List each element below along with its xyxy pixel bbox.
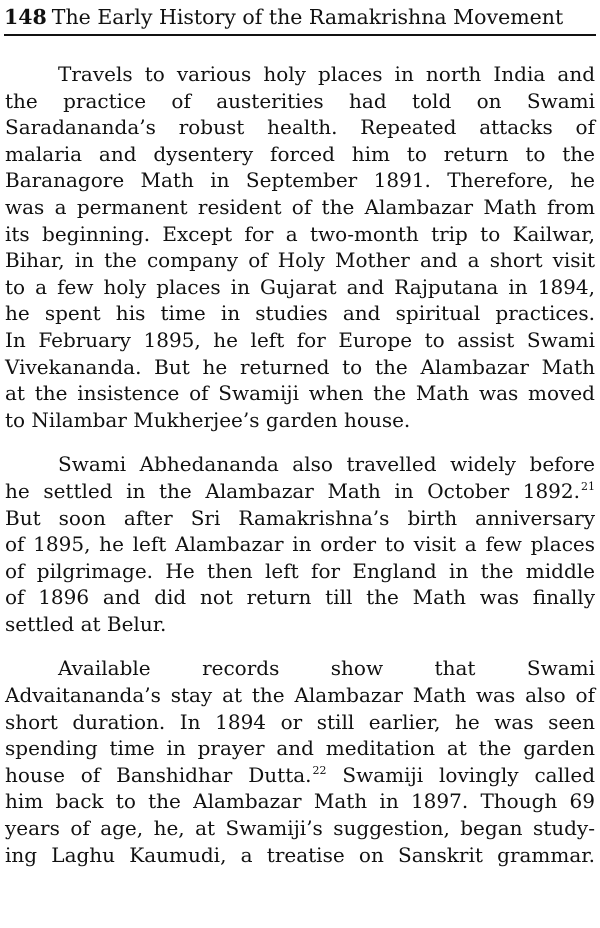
text-line: Saradananda’s robust health. Repeated attacks of [5, 115, 595, 140]
text-line: Baranagore Math in September 1891. Therefore, he [5, 168, 595, 193]
text-line: its beginning. Except for a two-month trip to Kailwar, [5, 221, 595, 246]
text-line: to Nilambar Mukherjee’s garden house. [5, 407, 411, 432]
text-line: Bihar, in the company of Holy Mother and a short visit [5, 248, 595, 273]
text-line: ing Laghu Kaumudi, a treatise on Sanskrit grammar. [5, 842, 595, 867]
text-line: malaria and dysentery forced him to return to the [5, 141, 595, 166]
text-line: Vivekananda. But he returned to the Alambazar Math [5, 354, 595, 379]
text-line: of pilgrimage. He then left for England in the middle [5, 558, 595, 583]
text-line: Advaitananda’s stay at the Alambazar Math was also of [5, 683, 595, 708]
text-line: Available records show that Swami [58, 656, 595, 681]
running-head [4, 2, 596, 36]
body-text [5, 61, 595, 886]
footnote-ref-22[interactable]: 22 [312, 764, 327, 778]
text-line: But soon after Sri Ramakrishna’s birth anniversary [5, 505, 595, 530]
text-line: Swami Abhedananda also travelled widely before [58, 452, 595, 477]
text-line: he spent his time in studies and spiritual practices. [5, 301, 595, 326]
footnote-ref-21[interactable]: 21 [581, 480, 595, 494]
text-line: him back to the Alambazar Math in 1897. Though 69 [5, 789, 595, 814]
text-line [5, 478, 595, 505]
paragraph-advaitananda [5, 655, 595, 868]
text-line-content: house of Banshidhar Dutta. [5, 762, 312, 787]
text-line: to a few holy places in Gujarat and Rajputana in 1894, [5, 274, 595, 299]
text-line: short duration. In 1894 or still earlier, he was seen [5, 709, 595, 734]
text-line: spending time in prayer and meditation at the garden [5, 736, 595, 761]
text-line: at the insistence of Swamiji when the Math was moved [5, 381, 595, 406]
text-line: In February 1895, he left for Europe to assist Swami [5, 327, 595, 352]
text-line: settled at Belur. [5, 611, 167, 636]
paragraph-saradananda [5, 61, 595, 433]
paragraph-abhedananda [5, 451, 595, 637]
text-line-continuation: Swamiji lovingly called [326, 762, 596, 787]
text-line: Travels to various holy places in north India and [58, 62, 595, 86]
text-line: years of age, he, at Swamiji’s suggestion, began study- [5, 816, 595, 841]
text-line: was a permanent resident of the Alambazar Math from [5, 194, 595, 219]
page-number: 148 [4, 5, 47, 29]
text-line [5, 762, 595, 789]
text-line-content: he settled in the Alambazar Math in October 1892. [5, 478, 580, 503]
text-line: the practice of austerities had told on Swami [5, 88, 595, 113]
text-line: of 1896 and did not return till the Math was finally [5, 585, 595, 610]
running-head-title: The Early History of the Ramakrishna Movement [51, 5, 564, 29]
text-line: of 1895, he left Alambazar in order to visit a few places [5, 532, 595, 557]
